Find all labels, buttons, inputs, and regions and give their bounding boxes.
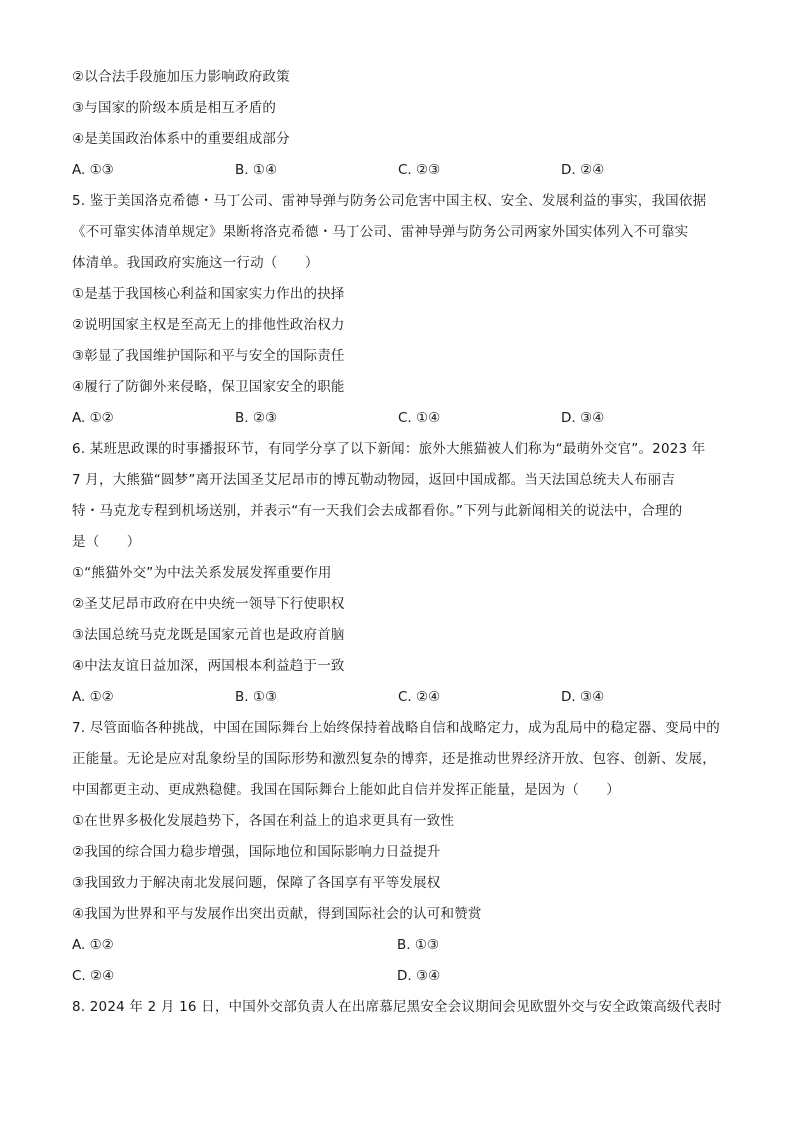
q6-option-c[interactable]: C. ②④ [398, 689, 441, 705]
q7-stem-line-2: 正能量。无论是应对乱象纷呈的国际形势和激烈复杂的博弈，还是推动世界经济开放、包容、创新、发展， [72, 751, 716, 767]
q5-option-d[interactable]: D. ③④ [561, 410, 605, 426]
q7-option-a[interactable]: A. ①② [72, 937, 114, 953]
q7-item-2: ②我国的综合国力稳步增强，国际地位和国际影响力日益提升 [72, 844, 441, 860]
q8-stem-line-1: 8. 2024 年 2 月 16 日，中国外交部负责人在出席慕尼黑安全会议期间会见欧盟外交与安全政策高级代表时 [72, 999, 722, 1015]
q5-option-b[interactable]: B. ②③ [235, 410, 278, 426]
q5-option-a[interactable]: A. ①② [72, 410, 114, 426]
q6-stem-line-3: 特・马克龙专程到机场送别，并表示“有一天我们会去成都看你。”下列与此新闻相关的说法中，合理的 [72, 503, 683, 519]
q4-option-b[interactable]: B. ①④ [235, 162, 278, 178]
q6-item-2: ②圣艾尼昂市政府在中央统一领导下行使职权 [72, 596, 345, 612]
q5-item-2: ②说明国家主权是至高无上的排他性政治权力 [72, 317, 345, 333]
q5-item-1: ①是基于我国核心利益和国家实力作出的抉择 [72, 286, 345, 302]
q7-item-1: ①在世界多极化发展趋势下，各国在利益上的追求更具有一致性 [72, 813, 455, 829]
q5-item-4: ④履行了防御外来侵略，保卫国家安全的职能 [72, 379, 345, 395]
q6-stem-line-4: 是（ ） [72, 534, 141, 550]
question-5 [72, 186, 732, 434]
q7-option-b[interactable]: B. ①③ [397, 937, 440, 953]
exam-page [72, 62, 732, 1023]
q6-item-3: ③法国总统马克龙既是国家元首也是政府首脑 [72, 627, 345, 643]
q7-item-4: ④我国为世界和平与发展作出突出贡献，得到国际社会的认可和赞赏 [72, 906, 482, 922]
q4-option-c[interactable]: C. ②③ [398, 162, 441, 178]
q7-option-d[interactable]: D. ③④ [397, 968, 441, 984]
q4-item-4: ④是美国政治体系中的重要组成部分 [72, 131, 290, 147]
q4-item-2: ②以合法手段施加压力影响政府政策 [72, 69, 290, 85]
q6-stem-line-1: 6. 某班思政课的时事播报环节，有同学分享了以下新闻：旅外大熊猫被人们称为“最萌外交官”。2023 年 [72, 441, 706, 457]
q6-option-b[interactable]: B. ①③ [235, 689, 278, 705]
q7-item-3: ③我国致力于解决南北发展问题，保障了各国享有平等发展权 [72, 875, 441, 891]
q7-options-row-2 [72, 961, 732, 992]
q5-stem-line-3: 体清单。我国政府实施这一行动（ ） [72, 255, 319, 271]
q4-item-3: ③与国家的阶级本质是相互矛盾的 [72, 100, 277, 116]
q5-stem-line-2: 《不可靠实体清单规定》果断将洛克希德・马丁公司、雷神导弹与防务公司两家外国实体列入不可靠实 [72, 224, 689, 240]
q6-option-a[interactable]: A. ①② [72, 689, 114, 705]
q7-option-c[interactable]: C. ②④ [72, 968, 115, 984]
q5-stem-line-1: 5. 鉴于美国洛克希德・马丁公司、雷神导弹与防务公司危害中国主权、安全、发展利益的事实，我国依据 [72, 193, 707, 209]
q4-option-d[interactable]: D. ②④ [561, 162, 605, 178]
q6-item-1: ①“熊猫外交”为中法关系发展发挥重要作用 [72, 565, 332, 581]
q5-options [72, 403, 732, 434]
q6-options [72, 682, 732, 713]
question-7 [72, 713, 732, 992]
q5-item-3: ③彰显了我国维护国际和平与安全的国际责任 [72, 348, 345, 364]
question-4 [72, 62, 732, 186]
q6-stem-line-2: 7 月，大熊猫“圆梦”离开法国圣艾尼昂市的博瓦勒动物园，返回中国成都。当天法国总统夫人布丽吉 [72, 472, 676, 488]
q5-option-c[interactable]: C. ①④ [398, 410, 441, 426]
q7-options-row-1 [72, 930, 732, 961]
q6-option-d[interactable]: D. ③④ [561, 689, 605, 705]
q4-options [72, 155, 732, 186]
question-6 [72, 434, 732, 713]
q4-option-a[interactable]: A. ①③ [72, 162, 114, 178]
q7-stem-line-3: 中国都更主动、更成熟稳健。我国在国际舞台上能如此自信并发挥正能量，是因为（ ） [72, 782, 620, 798]
q6-item-4: ④中法友谊日益加深，两国根本利益趋于一致 [72, 658, 345, 674]
q7-stem-line-1: 7. 尽管面临各种挑战，中国在国际舞台上始终保持着战略自信和战略定力，成为乱局中的稳定器、变局中的 [72, 720, 720, 736]
question-8 [72, 992, 732, 1023]
